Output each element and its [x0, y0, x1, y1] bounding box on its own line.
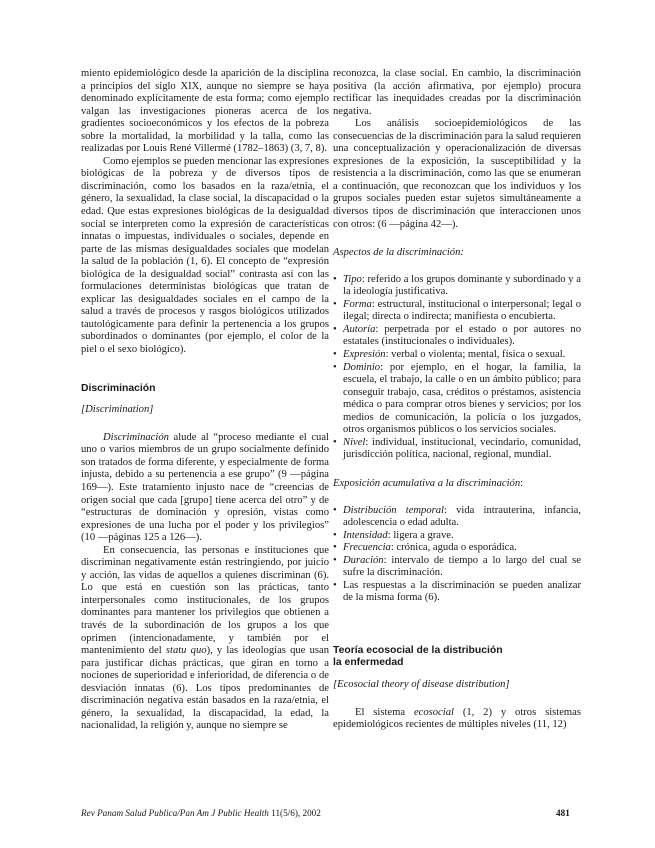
list-item: • Frecuencia: crónica, aguda o esporádica. [333, 542, 581, 555]
exposure-list [333, 505, 581, 605]
list-item: • Duración: intervalo de tiempo a lo largo del cual se sufre la discriminación. [333, 555, 581, 580]
list-item: • Autoría: perpetrada por el estado o por autores no estatales (institucionales o individuales). [333, 324, 581, 349]
left-column [81, 68, 329, 733]
section-heading-ecosocial: Teoría ecosocial de la distribución la enfermedad [333, 644, 503, 669]
list-item: • Las respuestas a la discriminación se pueden analizar de la misma forma (6). [333, 580, 581, 605]
section-subheading: [Discrimination] [81, 404, 154, 416]
list-item: • Distribución temporal: vida intrauterina, infancia, adolescencia o edad adulta. [333, 505, 581, 530]
term: Discriminación [103, 431, 169, 443]
page-number: 481 [556, 808, 570, 818]
paragraph: reconozca, la clase social. En cambio, la discriminación positiva (la acción afirmativa, por ejemplo) procura rectificar las inequidades creadas por la discriminación negativa. [333, 68, 581, 117]
paragraph: En consecuencia, las personas e instituciones que discriminan negativamente están restringiendo, por juicio y acción, las vidas de aquellos a quienes discriminan (6). Lo que está en cuestión son las prácticas, tanto interpersonales como institucionales, de los grupos dominantes para mantener los privilegios que obtienen a través de la subordinación de los grupos a los que oprimen (intencionadamente, y también por el mantenimiento del statu quo), y las ideologías que usan para justificar dichas prácticas, que giran en torno a nociones de superioridad e inferioridad, de diferencia o de desviación innatas (6). Los tipos predominantes de discriminación negativa están basados en la raza/etnia, el género, la sexualidad, la discapacidad, la edad, la nacionalidad, la religión y, aunque no siempre se [81, 544, 329, 732]
exposure-heading: Exposición acumulativa a la discriminación: [333, 477, 524, 489]
list-item: • Nivel: individual, institucional, vecindario, comunidad, jurisdicción política, nacional, regional, mundial. [333, 437, 581, 462]
list-item: • Intensidad: ligera a grave. [333, 530, 581, 543]
aspects-list [333, 274, 581, 462]
journal-citation: Rev Panam Salud Publica/Pan Am J Public Health 11(5/6), 2002 [81, 808, 321, 818]
list-item: • Forma: estructural, institucional o interpersonal; legal o ilegal; directa o indirecta; manifiesta o encubierta. [333, 299, 581, 324]
list-item: • Dominio: por ejemplo, en el hogar, la familia, la escuela, el trabajo, la calle o en un ámbito público; para conseguir trabajo, casa, créditos o préstamos, asistencia médica o para comprar otros bienes y servicios; por los medios de comunicación, la policía o los juzgados, otros organismos públicos o los servicios sociales. [333, 362, 581, 437]
paragraph: Como ejemplos se pueden mencionar las expresiones biológicas de la pobreza y de diversos tipos de discriminación, como los basados en la raza/etnia, el género, la sexualidad, la clase social, la discapacidad o la edad. Que estas expresiones biológicas de la desigualdad social se interpreten como la expresión de características innatas o impuestas, individuales o sociales, depende en parte de las mismas desigualdades sociales que modelan la salud de la población (1, 6). El concepto de “expresión biológica de la desigualdad social” contrasta así con las formulaciones deterministas biológicas que tratan de explicar las desigualdades sociales en el campo de la salud a través de procesos y rasgos biológicos utilizados tautológicamente para definir la pertenencia a los grupos subordinados o dominantes (por ejemplo, el color de la piel o el sexo biológico). [81, 155, 329, 356]
right-column [333, 68, 581, 732]
paragraph: El sistema ecosocial (1, 2) y otros sistemas epidemiológicos recientes de múltiples niveles (11, 12) [333, 706, 581, 731]
paragraph: Discriminación alude al “proceso mediante el cual uno o varios miembros de un grupo socialmente definido son tratados de forma diferente, y especialmente de forma injusta, debido a su pertenencia a ese grupo” (9 —página 169—). Este tratamiento injusto nace de “creencias de origen social que cada [grupo] tiene acerca del otro” y de “estructuras de dominación y opresión, vistas como expresiones de una lucha por el poder y los privilegios” (10 —páginas 125 a 126—). [81, 431, 329, 544]
aspects-heading: Aspectos de la discriminación: [333, 247, 464, 259]
paragraph: miento epidemiológico desde la aparición de la disciplina a principios del siglo XIX, aunque no siempre se haya denominado explícitamente de esta forma; como ejemplo valgan las investigaciones pioneras acerca de los gradientes socioeconómicos y los efectos de la pobreza sobre la mortalidad, la morbilidad y la talla, como las realizadas por Louis René Villermé (1782–1863) (3, 7, 8). [81, 68, 329, 155]
section-subheading: [Ecosocial theory of disease distribution] [333, 679, 510, 691]
section-heading-discrimination: Discriminación [81, 382, 156, 394]
list-item: • Tipo: referido a los grupos dominante y subordinado y a la ideología justificativa. [333, 274, 581, 299]
list-item: • Expresión: verbal o violenta; mental, física o sexual. [333, 349, 581, 362]
paragraph: Los análisis socioepidemiológicos de las consecuencias de la discriminación para la salud requieren una conceptualización y operacionalización de diversas expresiones de la exposición, la susceptibilidad y la resistencia a la discriminación, como las que se enumeran a continuación, que reconozcan que los individuos y los grupos sociales pueden estar sujetos simultáneamente a diversos tipos de discriminación que interaccionen unos con otros: (6 —página 42—). [333, 118, 581, 230]
